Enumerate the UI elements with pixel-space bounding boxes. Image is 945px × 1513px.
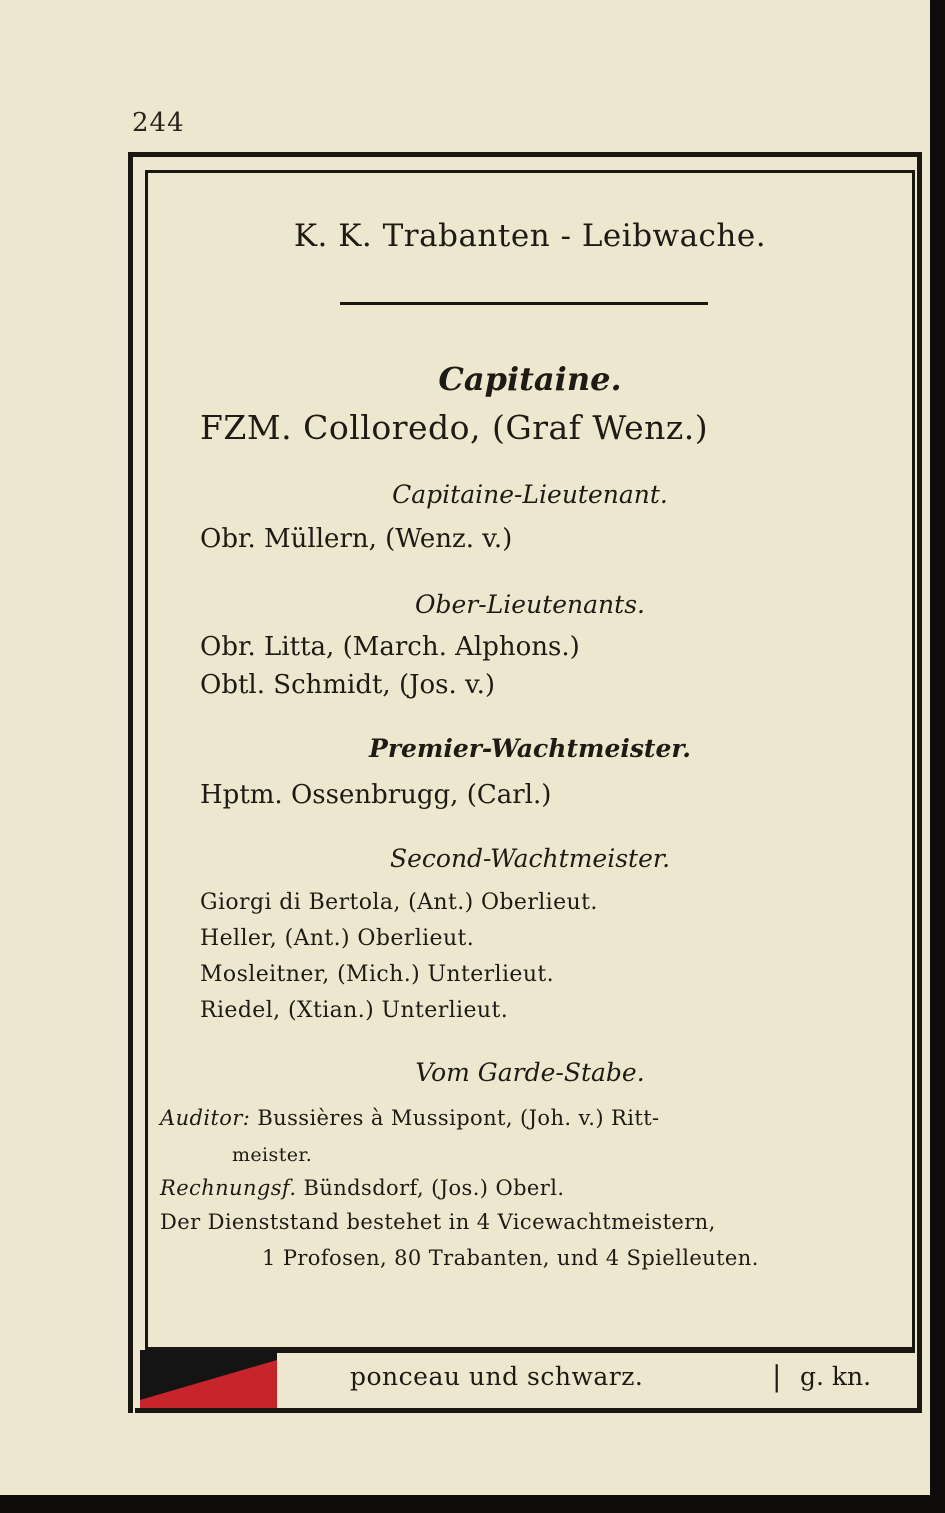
entry-second-wachtmeister: Mosleitner, (Mich.) Unterlieut. xyxy=(200,962,555,987)
heading-capitaine-lieutenant: Capitaine-Lieutenant. xyxy=(392,480,668,509)
entry-second-wachtmeister: Riedel, (Xtian.) Unterlieut. xyxy=(200,998,509,1023)
entry-ober-lieutenant: Obr. Litta, (March. Alphons.) xyxy=(200,632,580,662)
heading-garde-stabe: Vom Garde-Stabe. xyxy=(415,1058,645,1087)
dienststand-line: Der Dienststand bestehet in 4 Vicewachtmeistern, xyxy=(160,1210,716,1234)
auditor-text: Bussières à Mussipont, (Joh. v.) Ritt- xyxy=(257,1106,660,1130)
entry-rechnungsfuehrer xyxy=(160,1176,564,1200)
flag-icon xyxy=(140,1350,277,1412)
entry-second-wachtmeister: Heller, (Ant.) Oberlieut. xyxy=(200,926,475,951)
auditor-role: Auditor: xyxy=(160,1106,251,1130)
rechnung-role: Rechnungsf. xyxy=(160,1176,297,1200)
entry-auditor-continued: meister. xyxy=(232,1144,313,1166)
rechnung-text: Bündsdorf, (Jos.) Oberl. xyxy=(303,1176,565,1200)
footer-separator: | xyxy=(772,1360,782,1393)
uniform-label: g. kn. xyxy=(800,1362,872,1391)
scan-edge xyxy=(930,0,945,1513)
heading-capitaine: Capitaine. xyxy=(438,360,622,398)
entry-premier-wachtmeister: Hptm. Ossenbrugg, (Carl.) xyxy=(200,780,552,810)
frame-right-border xyxy=(917,152,922,1413)
page-number: 244 xyxy=(132,108,185,138)
heading-ober-lieutenants: Ober-Lieutenants. xyxy=(415,590,645,619)
entry-auditor xyxy=(160,1106,660,1130)
entry-capitaine: FZM. Colloredo, (Graf Wenz.) xyxy=(200,408,709,447)
frame-left-border xyxy=(128,152,133,1413)
colors-label: ponceau und schwarz. xyxy=(350,1362,644,1391)
entry-ober-lieutenant: Obtl. Schmidt, (Jos. v.) xyxy=(200,670,496,700)
entry-capitaine-lieutenant: Obr. Müllern, (Wenz. v.) xyxy=(200,524,513,554)
dienststand-line: 1 Profosen, 80 Trabanten, und 4 Spielleuten. xyxy=(262,1246,759,1270)
heading-second-wachtmeister: Second-Wachtmeister. xyxy=(389,844,671,873)
entry-second-wachtmeister: Giorgi di Bertola, (Ant.) Oberlieut. xyxy=(200,890,598,915)
frame-top-border xyxy=(128,152,922,157)
page-title: K. K. Trabanten - Leibwache. xyxy=(293,218,767,254)
frame-bottom-border xyxy=(135,1408,922,1413)
heading-premier-wachtmeister: Premier-Wachtmeister. xyxy=(369,734,691,763)
title-divider xyxy=(340,302,708,305)
